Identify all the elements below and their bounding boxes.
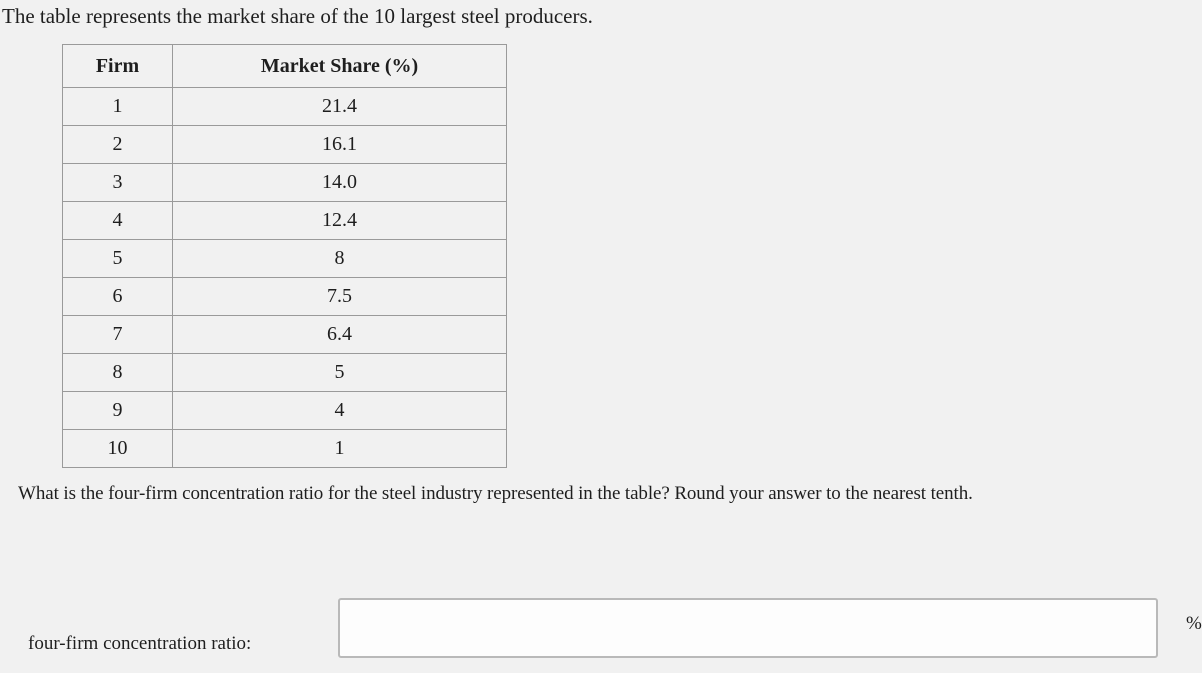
table-row [63, 430, 507, 468]
table-row [63, 392, 507, 430]
table-row [63, 316, 507, 354]
market-share-table [62, 44, 507, 468]
firm-cell: 4 [63, 202, 173, 240]
firm-cell: 5 [63, 240, 173, 278]
table-row [63, 126, 507, 164]
percent-unit: % [1186, 613, 1202, 634]
firm-cell: 9 [63, 392, 173, 430]
share-cell: 14.0 [173, 164, 507, 202]
firm-cell: 3 [63, 164, 173, 202]
firm-cell: 7 [63, 316, 173, 354]
table-row [63, 202, 507, 240]
firm-header: Firm [63, 45, 173, 88]
share-cell: 12.4 [173, 202, 507, 240]
share-cell: 6.4 [173, 316, 507, 354]
table-header-row [63, 45, 507, 88]
share-cell: 4 [173, 392, 507, 430]
table-row [63, 164, 507, 202]
intro-text: The table represents the market share of the 10 largest steel producers. [2, 4, 593, 28]
table-row [63, 354, 507, 392]
share-cell: 1 [173, 430, 507, 468]
question-text: What is the four-firm concentration ratio for the steel industry represented in the table? Round your answer to the nearest tenth. [18, 483, 973, 504]
concentration-ratio-input[interactable] [338, 598, 1158, 658]
firm-cell: 6 [63, 278, 173, 316]
share-cell: 5 [173, 354, 507, 392]
table-row [63, 240, 507, 278]
share-cell: 16.1 [173, 126, 507, 164]
answer-label: four-firm concentration ratio: [28, 633, 252, 654]
table-row [63, 88, 507, 126]
market-share-header: Market Share (%) [173, 45, 507, 88]
firm-cell: 1 [63, 88, 173, 126]
share-cell: 7.5 [173, 278, 507, 316]
share-cell: 21.4 [173, 88, 507, 126]
firm-cell: 2 [63, 126, 173, 164]
firm-cell: 8 [63, 354, 173, 392]
table-row [63, 278, 507, 316]
firm-cell: 10 [63, 430, 173, 468]
share-cell: 8 [173, 240, 507, 278]
